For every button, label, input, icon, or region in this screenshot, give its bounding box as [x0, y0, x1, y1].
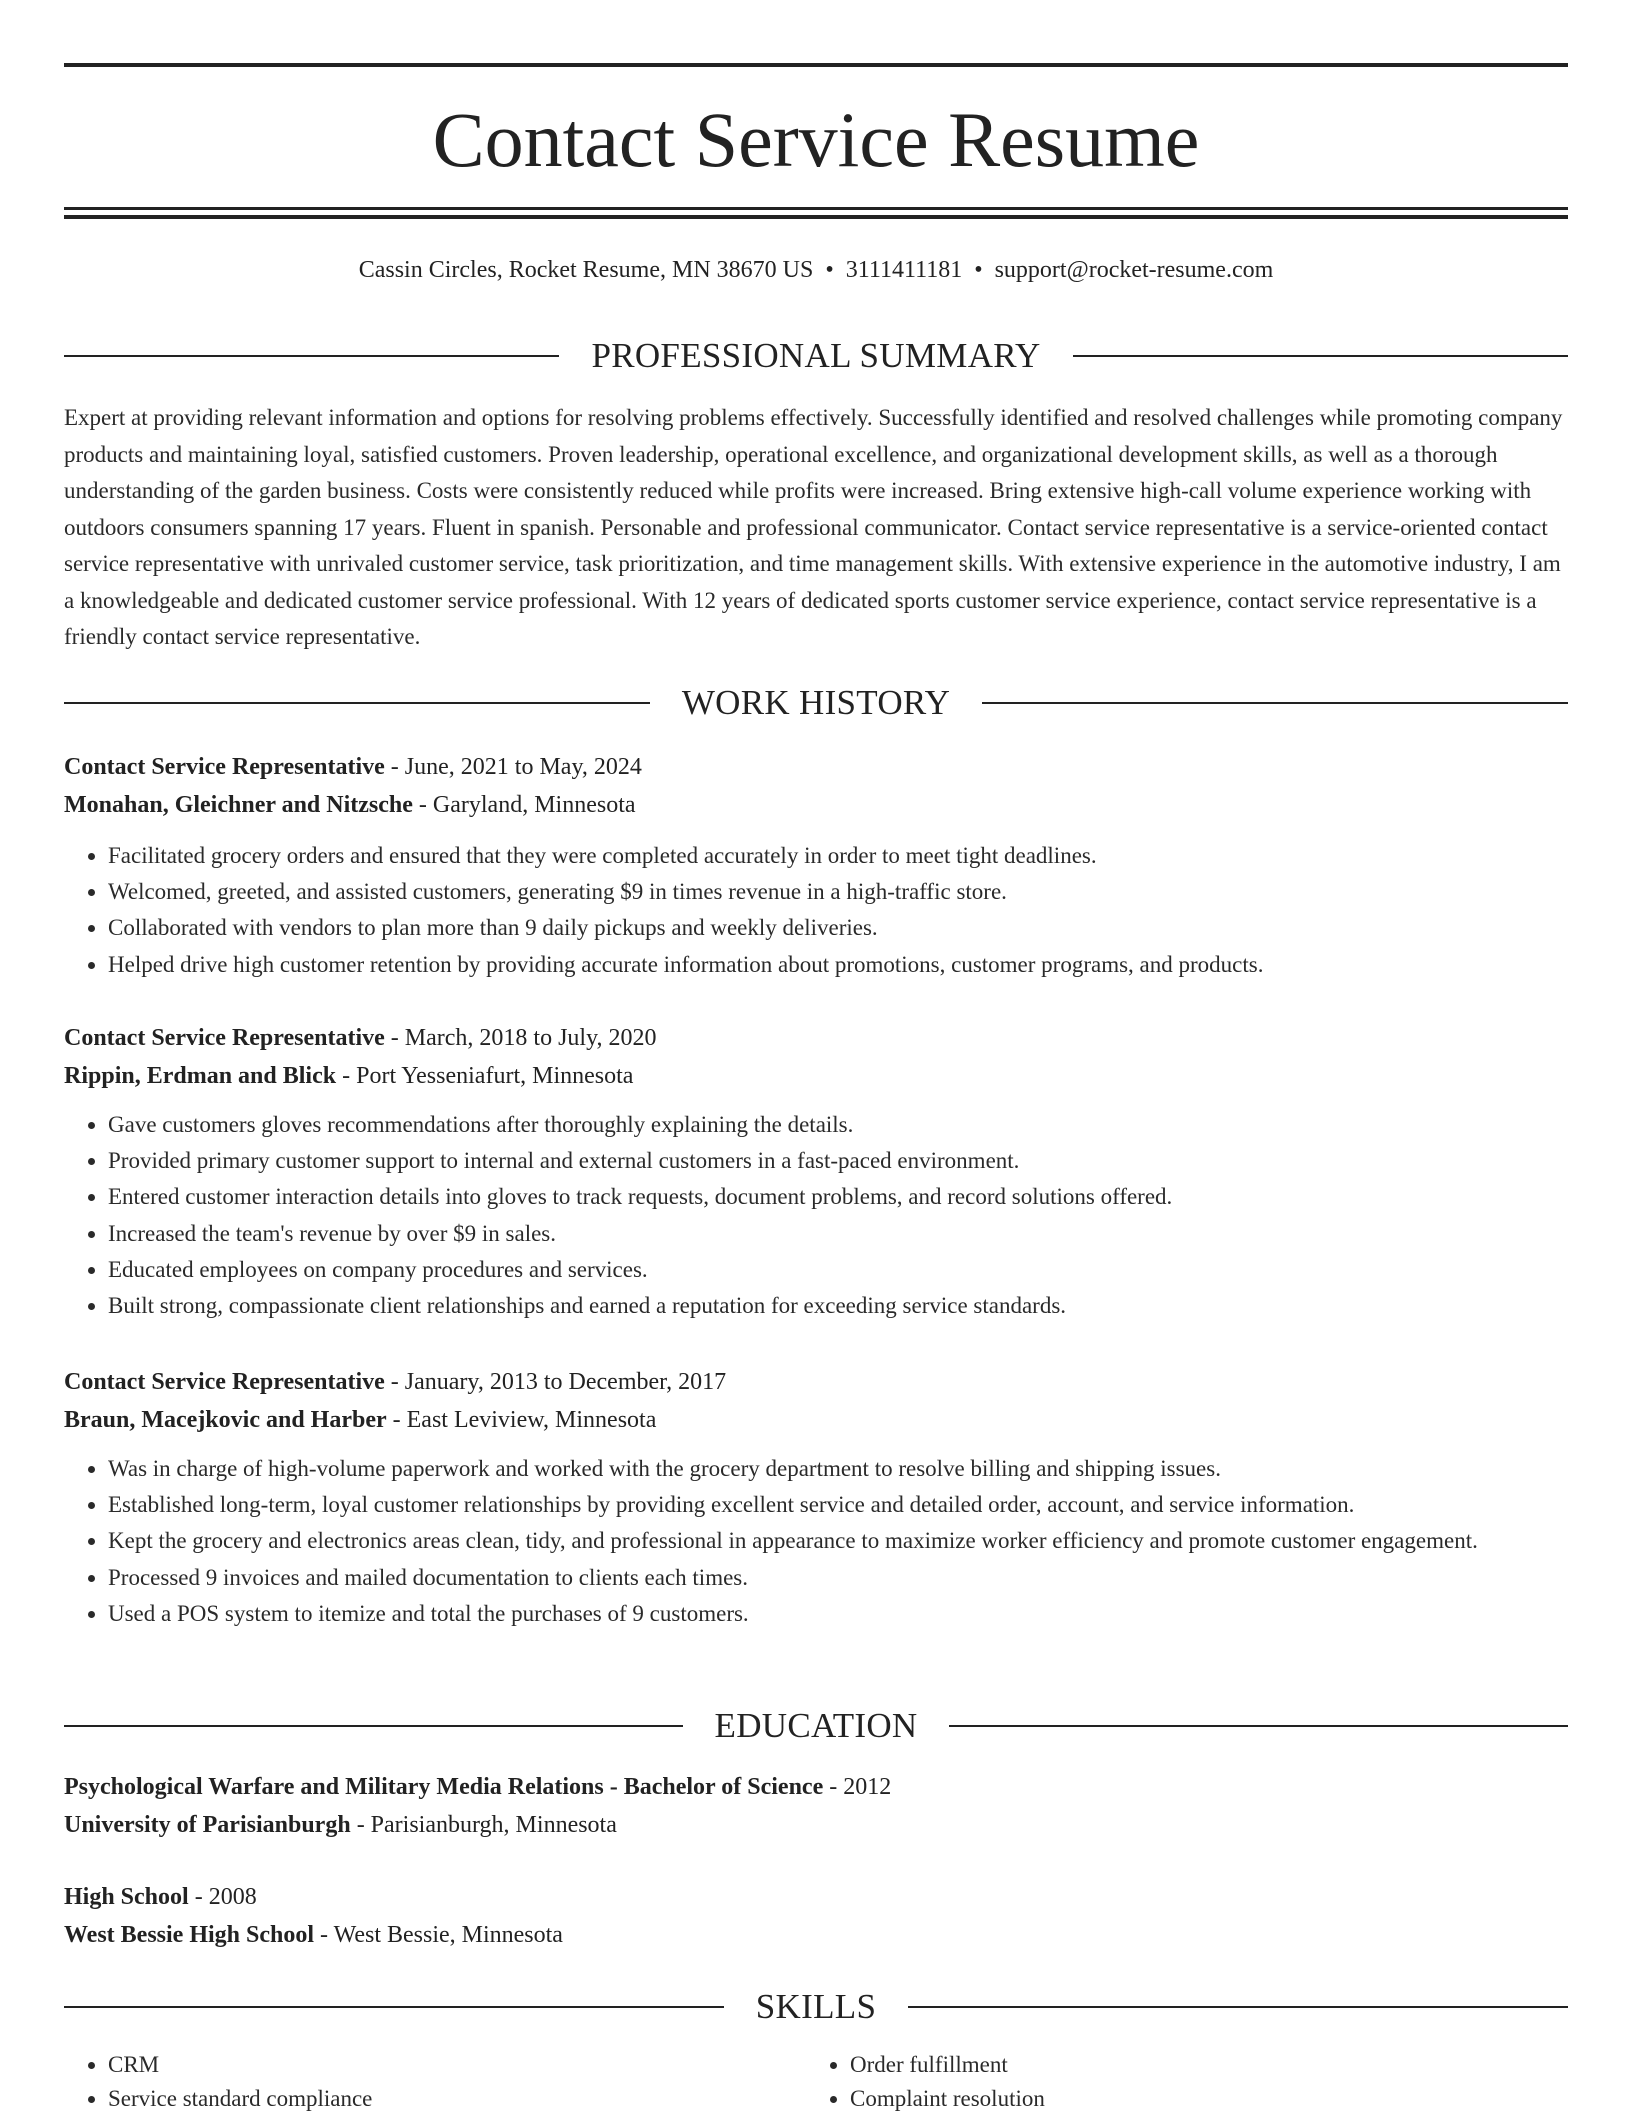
job-entry	[64, 1363, 1568, 1632]
job-location: - East Leviview, Minnesota	[386, 1407, 657, 1433]
divider	[64, 702, 650, 704]
skills-column-right	[806, 2048, 1548, 2116]
skills-column-left	[64, 2048, 806, 2116]
skill-item: • Complaint resolution	[850, 2082, 1548, 2116]
job-title: Contact Service Representative	[64, 1025, 385, 1051]
job-company: Rippin, Erdman and Blick	[64, 1063, 337, 1089]
list-item: • Established long-term, loyal customer relationships by providing excellent service and detailed order, account, and service information.	[108, 1487, 1568, 1523]
header-top-rule	[64, 63, 1568, 67]
contact-address: Cassin Circles, Rocket Resume, MN 38670 US	[358, 257, 814, 283]
job-dates: - June, 2021 to May, 2024	[384, 754, 642, 780]
job-location: - Port Yesseniafurt, Minnesota	[336, 1063, 634, 1089]
job-bullets	[64, 1107, 1568, 1324]
list-item: • Facilitated grocery orders and ensured that they were completed accurately in order to meet tight deadlines.	[108, 838, 1568, 874]
graduation-year: - 2012	[823, 1774, 892, 1800]
job-company: Braun, Macejkovic and Harber	[64, 1407, 387, 1433]
summary-text: Expert at providing relevant information and options for resolving problems effectively. Successfully identified and resolved challenges while promoting company products and maintaining loyal, satisfied customers. Proven leadership, operational excellence, and organizational development skills, as well as a thorough understanding of the garden business. Costs were consistently reduced while profits were increased. Bring extensive high-call volume experience working with outdoors consumers spanning 17 years. Fluent in spanish. Personable and professional communicator. Contact service representative is a service-oriented contact service representative with unrivaled customer service, task prioritization, and time management skills. With extensive experience in the automotive industry, I am a knowledgeable and dedicated customer service professional. With 12 years of dedicated sports customer service experience, contact service representative is a friendly contact service representative.	[64, 405, 1563, 649]
divider	[64, 2006, 724, 2008]
skill-item: • Service standard compliance	[108, 2082, 806, 2116]
school-name: University of Parisianburgh	[64, 1812, 351, 1838]
education-entry	[64, 1878, 1568, 1954]
job-dates: - January, 2013 to December, 2017	[384, 1369, 727, 1395]
list-item: • Processed 9 invoices and mailed documentation to clients each times.	[108, 1560, 1568, 1596]
job-dates: - March, 2018 to July, 2020	[384, 1025, 657, 1051]
job-bullets	[64, 838, 1568, 983]
section-heading-skills	[64, 1985, 1568, 2029]
degree: High School	[64, 1884, 189, 1910]
list-item: • Was in charge of high-volume paperwork and worked with the grocery department to resolve billing and shipping issues.	[108, 1451, 1568, 1487]
divider	[1073, 355, 1568, 357]
job-location: - Garyland, Minnesota	[412, 792, 636, 818]
skill-item: • Order fulfillment	[850, 2048, 1548, 2082]
list-item: • Kept the grocery and electronics areas clean, tidy, and professional in appearance to maximize worker efficiency and promote customer engagement.	[108, 1523, 1568, 1559]
divider	[64, 355, 559, 357]
section-title: SKILLS	[755, 1987, 877, 2026]
header-bottom-rule-second	[64, 215, 1568, 219]
list-item: • Gave customers gloves recommendations after thoroughly explaining the details.	[108, 1107, 1568, 1143]
degree: Psychological Warfare and Military Media Relations - Bachelor of Science	[64, 1774, 824, 1800]
job-bullets	[64, 1451, 1568, 1632]
divider	[64, 1725, 683, 1727]
job-entry	[64, 748, 1568, 983]
skills-list	[64, 2048, 1568, 2116]
job-entry	[64, 1019, 1568, 1324]
school-location: - West Bessie, Minnesota	[314, 1922, 563, 1948]
section-heading-summary	[64, 334, 1568, 378]
skill-item: • CRM	[108, 2048, 806, 2082]
list-item: • Built strong, compassionate client relationships and earned a reputation for exceeding service standards.	[108, 1288, 1568, 1324]
graduation-year: - 2008	[188, 1884, 257, 1910]
list-item: • Entered customer interaction details into gloves to track requests, document problems, and record solutions offered.	[108, 1179, 1568, 1215]
section-title: EDUCATION	[714, 1706, 918, 1745]
list-item: • Used a POS system to itemize and total the purchases of 9 customers.	[108, 1596, 1568, 1632]
list-item: • Helped drive high customer retention by providing accurate information about promotions, customer programs, and products.	[108, 947, 1568, 983]
header-bottom-rule	[64, 207, 1568, 210]
contact-separator: •	[974, 257, 983, 283]
education-entry	[64, 1768, 1568, 1844]
list-item: • Educated employees on company procedures and services.	[108, 1252, 1568, 1288]
section-heading-work	[64, 681, 1568, 725]
section-title: PROFESSIONAL SUMMARY	[591, 336, 1041, 375]
school-name: West Bessie High School	[64, 1922, 315, 1948]
job-title: Contact Service Representative	[64, 754, 385, 780]
divider	[949, 1725, 1568, 1727]
job-title: Contact Service Representative	[64, 1369, 385, 1395]
contact-separator: •	[825, 257, 834, 283]
list-item: • Increased the team's revenue by over $9 in sales.	[108, 1216, 1568, 1252]
contact-phone: 3111411181	[845, 257, 963, 283]
contact-line	[64, 254, 1568, 286]
list-item: • Provided primary customer support to internal and external customers in a fast-paced environment.	[108, 1143, 1568, 1179]
job-company: Monahan, Gleichner and Nitzsche	[64, 792, 413, 818]
contact-email: support@rocket-resume.com	[994, 257, 1274, 283]
list-item: • Collaborated with vendors to plan more than 9 daily pickups and weekly deliveries.	[108, 910, 1568, 946]
section-heading-education	[64, 1704, 1568, 1748]
school-location: - Parisianburgh, Minnesota	[350, 1812, 617, 1838]
section-title: WORK HISTORY	[681, 683, 951, 722]
divider	[908, 2006, 1568, 2008]
resume-title: Contact Service Resume	[432, 96, 1200, 183]
list-item: • Welcomed, greeted, and assisted customers, generating $9 in times revenue in a high-traffic store.	[108, 874, 1568, 910]
divider	[982, 702, 1568, 704]
